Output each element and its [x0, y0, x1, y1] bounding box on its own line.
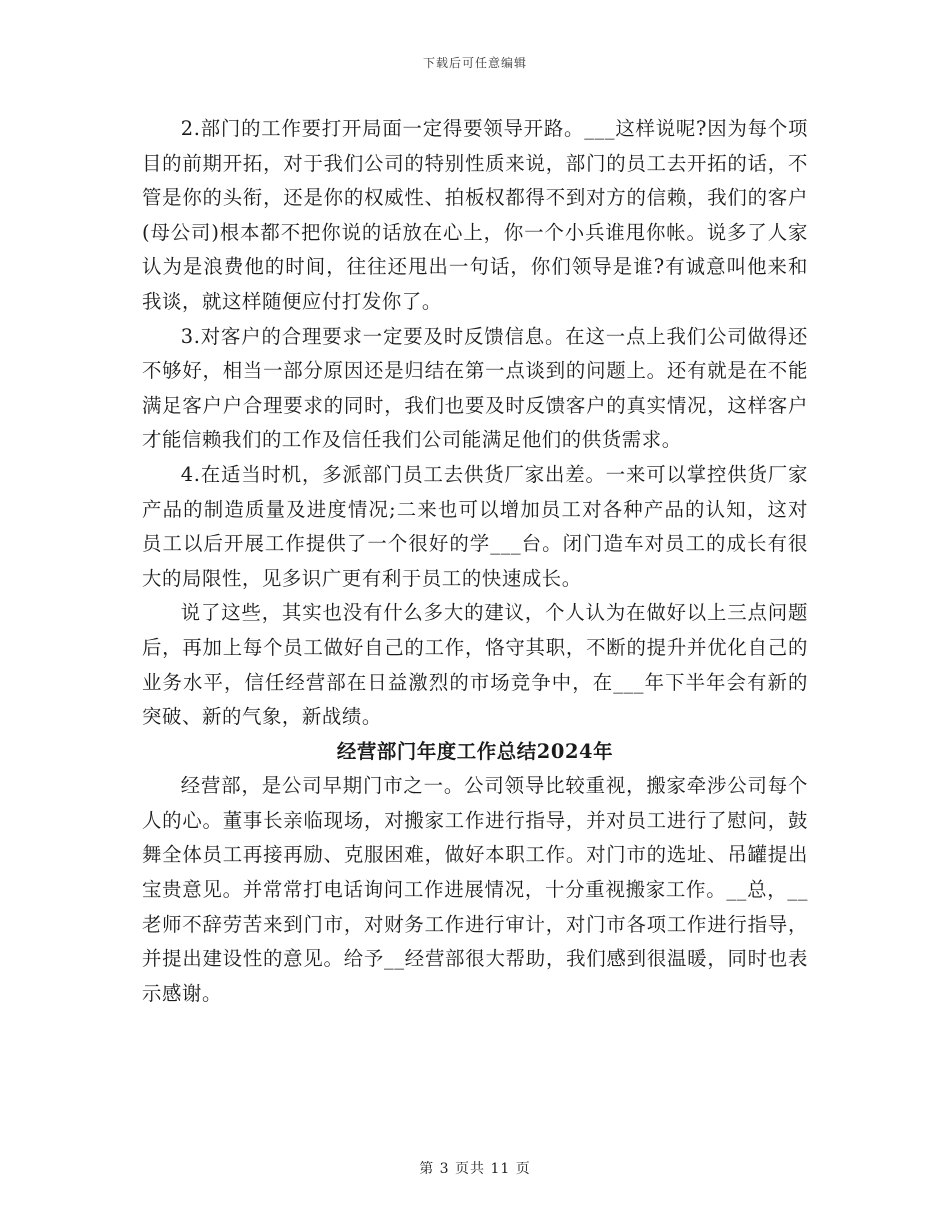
paragraph-conclusion: 说了这些，其实也没有什么多大的建议，个人认为在做好以上三点问题后，再加上每个员工做好自己的工作，恪守其职，不断的提升并优化自己的业务水平，信任经营部在日益激烈的市场竞争中，在___年下半年会有新的突破、新的气象，新战绩。 [142, 601, 808, 729]
paragraph-item-3: 3.对客户的合理要求一定要及时反馈信息。在这一点上我们公司做得还不够好，相当一部分原因还是归结在第一点谈到的问题上。还有就是在不能满足客户户合理要求的同时，我们也要及时反馈客户的真实情况，这样客户才能信赖我们的工作及信任我们公司能满足他们的供货需求。 [142, 324, 808, 452]
paragraph-item-4: 4.在适当时机，多派部门员工去供货厂家出差。一来可以掌控供货厂家产品的制造质量及进度情况;二来也可以增加员工对各种产品的认知，这对员工以后开展工作提供了一个很好的学___台。闭门造车对员工的成长有很大的局限性，见多识广更有利于员工的快速成长。 [142, 462, 808, 590]
page-footer: 第 3 页共 11 页 [419, 1161, 531, 1177]
section-title: 经营部门年度工作总结2024年 [336, 739, 614, 763]
paragraph-item-2: 2.部门的工作要打开局面一定得要领导开路。___这样说呢?因为每个项目的前期开拓，对于我们公司的特别性质来说，部门的员工去开拓的话，不管是你的头衔，还是你的权威性、拍板权都得不到对方的信赖，我们的客户(母公司)根本都不把你说的话放在心上，你一个小兵谁甩你帐。说多了人家认为是浪费他的时间，往往还甩出一句话，你们领导是谁?有诚意叫他来和我谈，就这样随便应付打发你了。 [142, 117, 808, 313]
page-header: 下载后可任意编辑 [422, 56, 527, 70]
section-paragraph: 经营部，是公司早期门市之一。公司领导比较重视，搬家牵涉公司每个人的心。董事长亲临现场，对搬家工作进行指导，并对员工进行了慰问，鼓舞全体员工再接再励、克服困难，做好本职工作。对门市的选址、吊罐提出宝贵意见。并常常打电话询问工作进展情况，十分重视搬家工作。__总，__老师不辞劳苦来到门市，对财务工作进行审计，对门市各项工作进行指导，并提出建设性的意见。给予__经营部很大帮助，我们感到很温暖，同时也表示感谢。 [142, 774, 808, 1005]
document-body [142, 112, 808, 1011]
